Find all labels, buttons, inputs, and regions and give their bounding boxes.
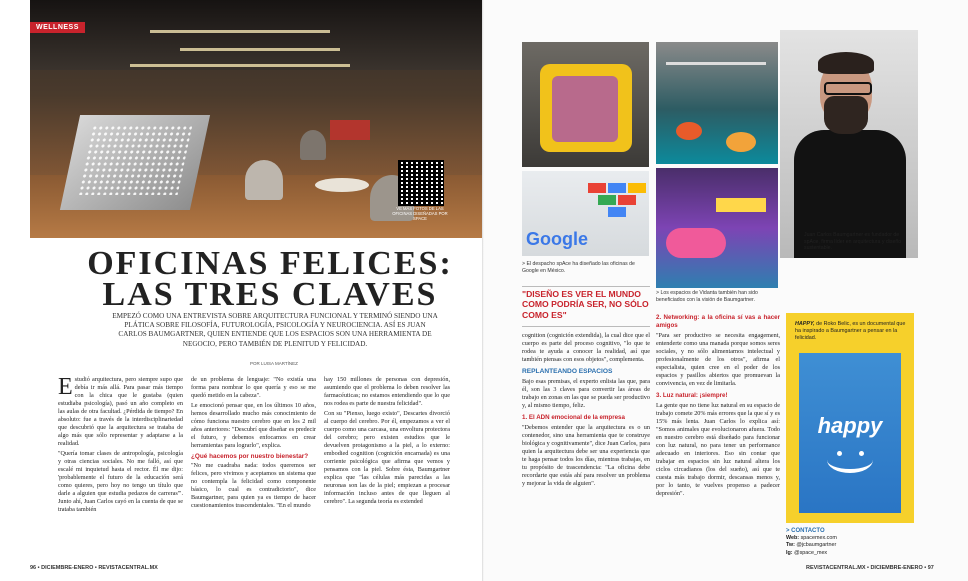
happy-sidebar-box xyxy=(786,313,914,523)
title-line-1: OFICINAS FELICES: xyxy=(87,245,453,282)
folio-right: REVISTACENTRAL.MX • DICIEMBRE-ENERO • 97 xyxy=(806,565,934,571)
pull-quote: "DISEÑO ES VER EL MUNDO COMO PODRÍA SER, NO SÓLO COMO ES" xyxy=(522,289,649,320)
column-2: de un problema de lenguaje: "No existía una forma para nombrar lo que quería y eso se me quedó metido en la cabeza". Le emocionó pensar que, en los últimos 10 años, hemos desarrollado mucho más conocimiento de cómo funciona nuestro cerebro que en los 2 mil años anteriores: "Descubrí que diseñar es predecir el futuro, y debemos enfocarnos en crear herramientas para lograrlo", explica. ¿Qué hacemos por nuestro bienestar? "No me cuadraba nada: todos queremos ser felices, pero vivimos y aceptamos un sistema que no contempla la felicidad como componente básico, lo cual es contradictorio", dice Baumgartner, para quien ya es tiempo de hacer cuestionamientos trascendentales. "En el mundo xyxy=(191,376,316,509)
qr-code[interactable] xyxy=(398,160,444,206)
subhead-bienestar: ¿Qué hacemos por nuestro bienestar? xyxy=(191,453,309,460)
byline: POR LUISA MARTÍNEZ xyxy=(250,361,298,366)
section-replanteando: REPLANTEANDO ESPACIOS xyxy=(522,368,613,375)
pull-quote-rule-top xyxy=(522,286,650,287)
column-1: Estudió arquitectura, pero siempre supo que debía ir más allá. Para pasar más tiempo con la chica que le gustaba (quien estudiaba psicología), pasó un año completo en las aulas de otra facultad. ¿Pérdida de tiempo? En absoluto: fue a través de la interdisciplinariedad que descubrió que la arquitectura se trataba de algo más que sólo representar y adaptarse a la realidad. "Quería tomar clases de antropología, psicología y otras ciencias sociales. No me falló, así que escalé mi inquietud hasta el rector. Él me dijo: 'probablemente el futuro de la educación será como quieres, pero hoy no tengo un título que darle a alguien que estudia pedazos de carreras'". Junto ahí, Juan Carlos cayó en la cuenta de que se trataba también xyxy=(58,374,183,513)
pull-quote-rule-bottom xyxy=(522,326,650,327)
happy-box-text: HAPPY, de Roko Belic, es un documental que ha inspirado a Baumgartner a pensar en la felicidad. xyxy=(795,321,906,341)
happy-poster-word: happy xyxy=(817,413,883,438)
photo-google-wall xyxy=(522,171,649,256)
contact-web[interactable]: Web: spacemex.com xyxy=(786,535,837,542)
photo-purple-office xyxy=(656,168,778,288)
article-intro: EMPEZÓ COMO UNA ENTREVISTA SOBRE ARQUITECTURA FUNCIONAL Y TERMINÓ SIENDO UNA PLÁTICA SOBRE FILOSOFÍA, FUTUROLOGÍA, PSICOLOGÍA Y NEUROCIENCIA. ASÍ ES JUAN CARLOS BAUMGARTNER, QUIEN ENTIENDE QUE LOS ESPACIOS SON UNA HERRAMIENTA DE NEGOCIO, PERO TAMBIÉN DE PLENITUD Y FELICIDAD. xyxy=(112,312,438,348)
caption-vidanta: > Los espacios de Vidanta también han sido beneficiados con la visión de Baumgartner. xyxy=(656,290,758,303)
key-1-heading: 1. El ADN emocional de la empresa xyxy=(522,414,625,421)
caption-google: > El despacho spAce ha diseñado las oficinas de Google en México. xyxy=(522,261,635,274)
key-3-heading: 3. Luz natural: ¡siempre! xyxy=(656,392,728,399)
key-2-heading: 2. Networking: a la oficina sí vas a hacer amigos xyxy=(656,314,780,329)
folio-left: 96 • DICIEMBRE-ENERO • REVISTACENTRAL.MX xyxy=(30,565,158,571)
column-1-paragraph: "Quería tomar clases de antropología, psicología y otras ciencias sociales. No me falló, así que escalé mi inquietud hasta el rector. Él me dijo: 'probablemente el futuro de la educación será como quieres, pero hoy no tengo un título que darle a alguien que estudia pedazos de carreras'". Junto ahí, Juan Carlos cayó en la cuenta de que se trataba también xyxy=(58,450,183,513)
section-tag: WELLNESS xyxy=(30,22,85,33)
qr-caption: VE MÁS FOTOS DE LAS OFICINAS DISEÑADAS POR SPACE xyxy=(392,206,448,221)
contact-instagram[interactable]: Ig: @space_mex xyxy=(786,549,828,556)
contact-heading: > CONTACTO xyxy=(786,528,825,534)
photo-yellow-pod xyxy=(522,42,649,167)
google-word: Google xyxy=(526,229,588,249)
contact-twitter[interactable]: Tw: @jcbaumgartner xyxy=(786,542,837,549)
column-4: cognition (cognición extendida), la cual dice que el cuerpo es parte del proceso cognitivo, "lo que te rodea te ayuda a conocer la realidad, así que también piensas con esos objetos", complementa. REPLANTEANDO ESPACIOS Bajo esas premisas, el experto enlista las que, para él, son las 3 claves para convertir las áreas de trabajo en zonas en las que se pueda ser productivo y, al mismo tiempo, feliz. 1. El ADN emocional de la empresa "Debemos entender que la arquitectura es o un contenedor, sino una herramienta que te construye biológica y cognitivamente", dice Juan Carlos, para quien la arquitectura debe ser una experiencia que te haga pensar todos los días, mientras trabajas, en tu propósito de trascendencia: "La oficina debe recordarte que estás ahí para resolver un problema y mejorar la vida de alguien". xyxy=(522,332,650,487)
column-5: 2. Networking: a la oficina sí vas a hacer amigos "Para ser productivo se necesita engagement, entenderte como una manada porque somos seres sociales, y no sólo alimentarnos intelectual y profesionalmente de los otros", afirma el especialista, quien cree en el poder de los espacios y pasillos abiertos que promuevan la convivencia, en vez de limitarla. 3. Luz natural: ¡siempre! La gente que no tiene luz natural en su espacio de trabajo comete 20% más errores que la que sí y es 15% más lenta. Juan Carlos lo explica así: "Somos animales que evolucionaron afuera. Todo en nuestro cerebro está diseñado para funcionar con luz natural, no para tener un performance adecuado en interiores. Eso sin contar que trabajar en espacios sin luz natural altera los ciclos circadianos (los del sueño), así que te cuesta más trabajo dormir, descansas menos y, por lo tanto, te vuelves propenso a padecer depresión". xyxy=(656,314,780,497)
happy-poster xyxy=(799,353,901,513)
photo-portrait-baumgartner xyxy=(780,30,918,258)
title-line-2: LAS TRES CLAVES xyxy=(102,276,438,313)
article-title xyxy=(70,245,470,313)
contact-block xyxy=(786,528,916,557)
caption-portrait: Juan Carlos Baumgartner es fundador de spAce, firma líder en arquitectura y diseño sustentable. xyxy=(804,232,902,252)
drop-cap: E xyxy=(58,374,73,400)
column-3: hay 150 millones de personas con depresión, asumiendo que el problema lo deben resolver las farmacéuticas; no estamos entendiendo que lo que nos rodea es parte de nuestra felicidad". Con su "Pienso, luego existo", Descartes divorció al cuerpo del cerebro. Por él, empezamos a ver el cuerpo como una carcasa, una envoltura protectora del cerebro; pero existen estudios que le devuelven protagonismo a la piel, a lo externo: embodied cognition (cognición encarnada) es una corriente psicológica que afirma que vemos y pensamos con la piel. Sobre ésta, Baumgartner explica que "las células más parecidas a las neuronas son las de la piel; empiezan a procesar información incluso antes de que lleguen al cerebro". La segunda teoría es extended xyxy=(324,376,450,505)
photo-teal-office xyxy=(656,42,778,164)
